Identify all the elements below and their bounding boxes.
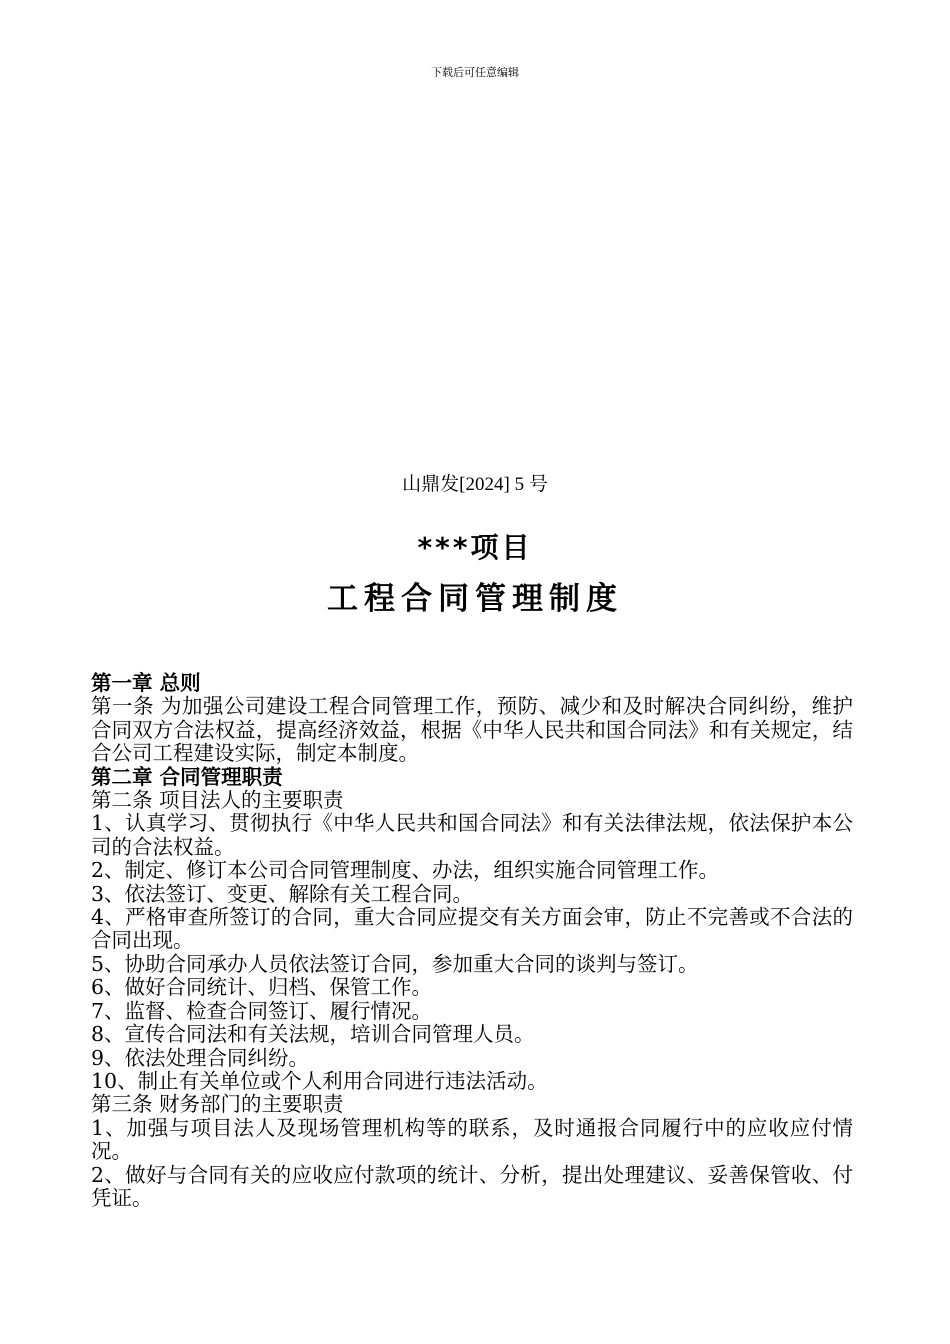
list-item: 6、做好合同统计、归档、保管工作。 — [91, 975, 433, 1000]
list-item: 5、协助合同承办人员依法签订合同，参加重大合同的谈判与签订。 — [91, 951, 699, 976]
list-item: 2、做好与合同有关的应收应付款项的统计、分析，提出处理建议、妥善保管收、付凭证。 — [91, 1162, 853, 1210]
list-item: 3、依法签订、变更、解除有关工程合同。 — [91, 881, 474, 906]
list-item: 1、认真学习、贯彻执行《中华人民共和国合同法》和有关法律法规，依法保护本公司的合法权益。 — [91, 811, 853, 859]
list-item: 4、严格审查所签订的合同，重大合同应提交有关方面会审，防止不完善或不合法的合同出现。 — [91, 905, 853, 953]
list-item: 7、监督、检查合同签订、履行情况。 — [91, 998, 433, 1023]
article-paragraph: 第三条 财务部门的主要职责 — [91, 1092, 344, 1117]
document-title-project: ***项目 — [417, 531, 533, 564]
document-body — [91, 672, 853, 1210]
list-item: 9、依法处理合同纠纷。 — [91, 1045, 310, 1070]
list-item: 2、制定、修订本公司合同管理制度、办法，组织实施合同管理工作。 — [91, 858, 720, 883]
chapter-heading: 第二章 合同管理职责 — [91, 764, 283, 789]
document-number: 山鼎发[2024] 5 号 — [402, 474, 548, 495]
page-header-note: 下载后可任意编辑 — [431, 66, 519, 79]
article-paragraph: 第二条 项目法人的主要职责 — [91, 788, 344, 813]
document-title-main: 工程合同管理制度 — [327, 581, 623, 617]
article-paragraph: 第一条 为加强公司建设工程合同管理工作，预防、减少和及时解决合同纠纷，维护合同双方合法权益，提高经济效益，根据《中华人民共和国合同法》和有关规定，结合公司工程建设实际，制定本制度。 — [91, 694, 853, 766]
list-item: 10、制止有关单位或个人利用合同进行违法活动。 — [91, 1068, 548, 1093]
list-item: 8、宣传合同法和有关法规，培训合同管理人员。 — [91, 1022, 535, 1047]
chapter-heading: 第一章 总则 — [91, 671, 201, 695]
list-item: 1、加强与项目法人及现场管理机构等的联系，及时通报合同履行中的应收应付情况。 — [91, 1115, 853, 1164]
